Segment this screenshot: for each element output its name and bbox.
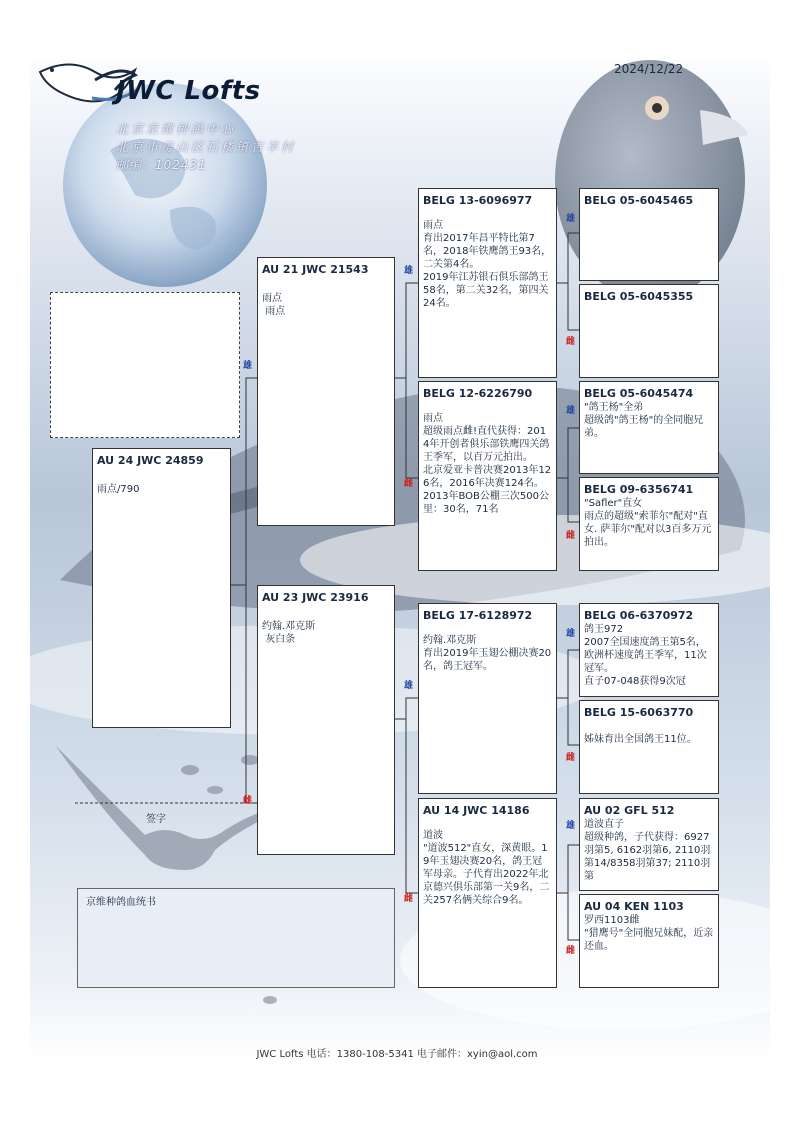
ring-number: AU 21 JWC 21543: [262, 263, 369, 276]
document-date: 2024/12/22: [614, 62, 684, 76]
ring-number: AU 23 JWC 23916: [262, 591, 369, 604]
notes-title: 京维种鸽血统书: [86, 897, 156, 908]
dss-card: [579, 603, 719, 697]
card-notes: 道波直子 超级种鸽，子代获得：6927羽第5, 6162羽第6, 2110羽第14/8358羽第37; 2110羽第: [584, 819, 711, 882]
header-postcode: 邮编：102431: [116, 158, 207, 172]
female-marker: 雌: [241, 795, 251, 804]
card-notes: 姊妹育出全国鸽王11位。: [584, 734, 697, 745]
ring-number: AU 24 JWC 24859: [97, 454, 204, 467]
sss-card: [579, 188, 719, 281]
ring-number: BELG 05-6045355: [584, 290, 694, 303]
card-notes: 罗西1103雌 "猎鹰号"全同胞兄妹配，近亲还血。: [584, 915, 714, 952]
ring-number: AU 14 JWC 14186: [423, 804, 530, 817]
ring-number: AU 02 GFL 512: [584, 804, 675, 817]
ring-number: BELG 09-6356741: [584, 483, 694, 496]
female-marker: 雌: [564, 530, 574, 539]
ssd-card: [579, 284, 719, 378]
male-marker: 雄: [564, 405, 574, 414]
sds-card: [579, 381, 719, 474]
card-notes: 雨点 雨点: [262, 293, 286, 317]
female-marker: 雌: [564, 945, 574, 954]
male-marker: 雄: [241, 360, 251, 369]
dds-card: [579, 798, 719, 891]
brand-name: JWC Lofts: [116, 76, 261, 106]
dam-sire-card: [418, 603, 557, 794]
female-marker: 雌: [402, 893, 412, 902]
dam-dam-card: [418, 798, 557, 988]
male-marker: 雄: [564, 820, 574, 829]
ring-number: BELG 13-6096977: [423, 194, 533, 207]
sdd-card: [579, 477, 719, 571]
footer-contact: JWC Lofts 电话：1380-108-5341 电子邮件：xyin@aol.com: [256, 1049, 538, 1060]
header-line-2: 北京市房山区石楼镇吉羊村: [116, 140, 297, 154]
subject-card: [92, 448, 231, 728]
male-marker: 雄: [564, 628, 574, 637]
ring-number: BELG 05-6045465: [584, 194, 694, 207]
male-marker: 雄: [402, 680, 412, 689]
ddd-card: [579, 894, 719, 988]
male-marker: 雄: [402, 265, 412, 274]
ring-number: BELG 05-6045474: [584, 387, 694, 400]
card-notes: "鸽王杨"全弟 超级鸽"鸽王杨"的全同胞兄弟。: [584, 402, 704, 439]
dsd-card: [579, 700, 719, 794]
signature-label: 签字: [146, 814, 166, 825]
ring-number: BELG 17-6128972: [423, 609, 533, 622]
sire-card: [257, 257, 395, 526]
dam-card: [257, 585, 395, 855]
ring-number: AU 04 KEN 1103: [584, 900, 684, 913]
header-line-1: 北京京维种鸽中心: [116, 122, 237, 136]
female-marker: 雌: [564, 336, 574, 345]
card-notes: "Safler"直女 雨点的超级"索菲尔"配对"直女. 萨菲尔"配对以3百多万元拍出。: [584, 498, 712, 548]
card-notes: 雨点 超级雨点雌!直代获得：2014年开创者俱乐部铁鹰四关鸽王季军，以百万元拍出。 北京爱亚卡普决赛2013年126名，2016年决赛124名。 2013年BOB公棚三次500公里：30名，71名: [423, 413, 552, 515]
ring-number: BELG 15-6063770: [584, 706, 694, 719]
female-marker: 雌: [564, 752, 574, 761]
female-marker: 雌: [402, 478, 412, 487]
notes-box: [77, 888, 395, 988]
sire-dam-card: [418, 381, 557, 571]
ring-number: BELG 06-6370972: [584, 609, 694, 622]
card-notes: 约翰.邓克斯 灰白条: [262, 621, 316, 645]
photo-placeholder: [50, 292, 240, 438]
ring-number: BELG 12-6226790: [423, 387, 533, 400]
card-notes: 约翰.邓克斯 育出2019年玉翅公棚决赛20名，鸽王冠军。: [423, 635, 552, 672]
card-notes: 雨点/790: [97, 484, 140, 495]
male-marker: 雄: [564, 213, 574, 222]
sire-sire-card: [418, 188, 557, 378]
card-notes: 鸽王972 2007全国速度鸽王第5名，欧洲杯速度鸽王季军，11次冠军。 直子07-048获得9次冠: [584, 624, 707, 687]
card-notes: 道波 "道波512"直女，深黄眼。19年玉翅决赛20名，鸽王冠军母亲。子代育出2022年北京德兴俱乐部第一关9名，二关257名俩关综合9名。: [423, 830, 550, 906]
card-notes: 雨点 育出2017年昌平特比第7名，2018年铁鹰鸽王93名，二关第4名。 2019年江苏银石俱乐部鸽王58名，第二关32名，第四关24名。: [423, 220, 552, 309]
